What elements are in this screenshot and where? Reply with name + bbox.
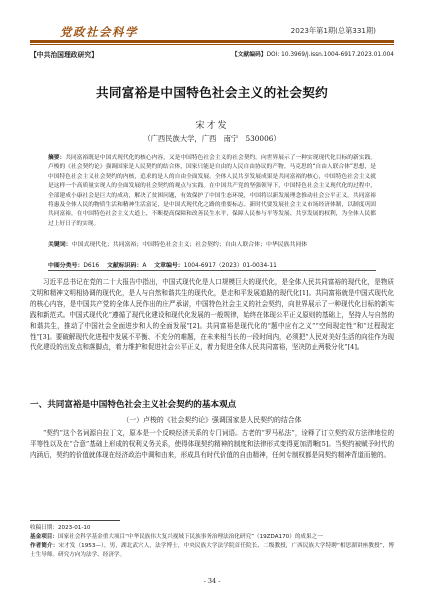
abstract-text: 共同富裕既是中国式现代化的核心内容，又是中国特色社会主义的社会契约。向世界展示了一种实现现代化目标的新实践。卢梭的《社会契约论》强调国家是人民契约的结合体，国家只能是自由的人民自由协议的产物。马克思的“自由人联合体”思想，是中国特色社会主义社会契约的内核，追求的是人的自由全面发展。全体人民共享发展成果是共同富裕的核心，中国特色社会主义就是这样一个高质量实现人的全面发展的社会契约的观点与实践。在中国共产党的坚强领导下，中国特色社会主义现代化的过程中，全部建成小康社会是巨大的成功，解决了贫困问题，有效保护了中国生态环境，中国将以新发展理念推动社会公平正义。共同富裕将惠及全体人民的物质生活和精神生活富足，是中国式现代化之路的重要标志。新时代要发展社会主义市场经济体制，以制度巩固共同富裕，在中国特色社会主义大道上，不断提高保障和改善民生水平，保障人民参与平等发展、共享发展的权利，为全体人民都过上好日子的实现。 bbox=[48, 155, 377, 227]
article-title: 共同富裕是中国特色社会主义的社会契约 bbox=[95, 85, 329, 100]
abstract-label: 摘要： bbox=[48, 155, 66, 161]
author-bio-label: 作者简介： bbox=[30, 543, 59, 549]
fund-label: 基金项目： bbox=[30, 534, 58, 540]
header-rule bbox=[30, 40, 394, 43]
doc-id-label: 【文献编码】 bbox=[231, 52, 267, 58]
doc-id-value: DOI: 10.3969/j.issn.1004-6917.2023.01.004 bbox=[266, 52, 394, 58]
page-number: - 34 - bbox=[203, 577, 221, 585]
keywords-label: 关键词： bbox=[48, 242, 72, 248]
intro-paragraph: 习近平总书记在党的二十大报告中指出，中国式现代化是人口规模巨大的现代化，是全体人民共同富裕的现代化，是物质文明和精神文明相协调的现代化，是人与自然和谐共生的现代化，是走和平发展道路的现代化[1]。共同富裕就是中国式现代化的核心内容，是中国共产党的全体人民作出的庄严承诺，中国特色社会主义的社会契约，向世界展示了一种现代化目标的新实践和新范式。中国式现代化“遵循了现代化建设和现代化发展的一般规律，始终在体现公平正义原则的基础上，坚持人与自然的和谐共生，推动了中国社会全面进步和人的全面发展”[2]。共同富裕是现代化的“题中应有之义”“空间现定性”和“过程现定性”[3]。要破解现代化进程中发展不平衡、不充分的难题，在未来相当长的一段时间内，必须把“人民对美好生活的向往作为现代化建设的出发点和落脚点，着力维护和促进社会公平正义，着力促进全体人民共同富裕，坚决防止两极分化”[4]。 bbox=[30, 278, 394, 352]
issue-info: 2023年第1期(总第331期) bbox=[290, 26, 376, 35]
keywords-text: 中国式现代化；共同富裕；中国特色社会主义；社会契约；自由人联合体；中华民族共同体 bbox=[71, 242, 308, 248]
abstract bbox=[48, 154, 376, 229]
received-date: 收稿日期：2023-01-10 bbox=[30, 525, 91, 531]
journal-logo: 党政社会科学 bbox=[60, 25, 138, 39]
clc-label: 中图分类号： bbox=[48, 263, 84, 269]
doc-code-label: 文献标识码： bbox=[107, 263, 143, 269]
column-label: 【中共治国理政研究】 bbox=[30, 51, 98, 59]
author-affiliation: （广西民族大学，广西 南宁 530006） bbox=[143, 134, 281, 143]
classification-line bbox=[48, 260, 376, 269]
doc-code-value: A bbox=[142, 263, 147, 269]
fund-note bbox=[30, 533, 394, 542]
separator-rule bbox=[48, 270, 376, 271]
author-name: 宋才发 bbox=[195, 121, 229, 131]
author-bio bbox=[30, 542, 394, 560]
clc-value: D616 bbox=[83, 263, 100, 269]
sub-heading: （一）卢梭的《社会契约论》强调国家是人民契约的结合体 bbox=[122, 416, 302, 424]
article-number-value: 1004-6917（2023）01-0034-11 bbox=[183, 263, 277, 269]
author-bio-text: 宋才发（1953—），男，湖北武穴人，法学博士，中央民族大学法学院首任院长、二级教授，广西民族大学特聘“相思湖讲座教授”，博士生导师。研究方向为法学、经济学。 bbox=[30, 543, 394, 558]
doc-id bbox=[232, 49, 394, 58]
section-paragraph: “契约”这个名词源自拉丁文，原本是一个反映经济关系的专门词语。古老的“罗马私法”，诠释了订立契约双方法律地位的平等性以及在“合意”基础上形成的权利义务关系，使得体现契约精神的制度和法律形式变得更加清晰[5]。当契约被赋予时代的内涵后，契约的价值就体现在经济政治中调和由来，形成具有时代价值的自由精神，任何专制权都是同契约精神背道而驰的。 bbox=[30, 429, 394, 459]
fund-text: 国家社会科学基金重大项目“中华民族伟大复兴视域下民族事务治理法治化研究”（19ZDA170）的成果之一 bbox=[57, 534, 323, 540]
header-rule-thin bbox=[30, 44, 394, 45]
article-number-label: 文章编号： bbox=[154, 263, 184, 269]
footnotes bbox=[30, 524, 394, 560]
footnote-rule bbox=[30, 520, 120, 521]
keywords bbox=[48, 241, 376, 251]
section-heading: 一、共同富裕是中国特色社会主义社会契约的基本观点 bbox=[30, 400, 237, 410]
